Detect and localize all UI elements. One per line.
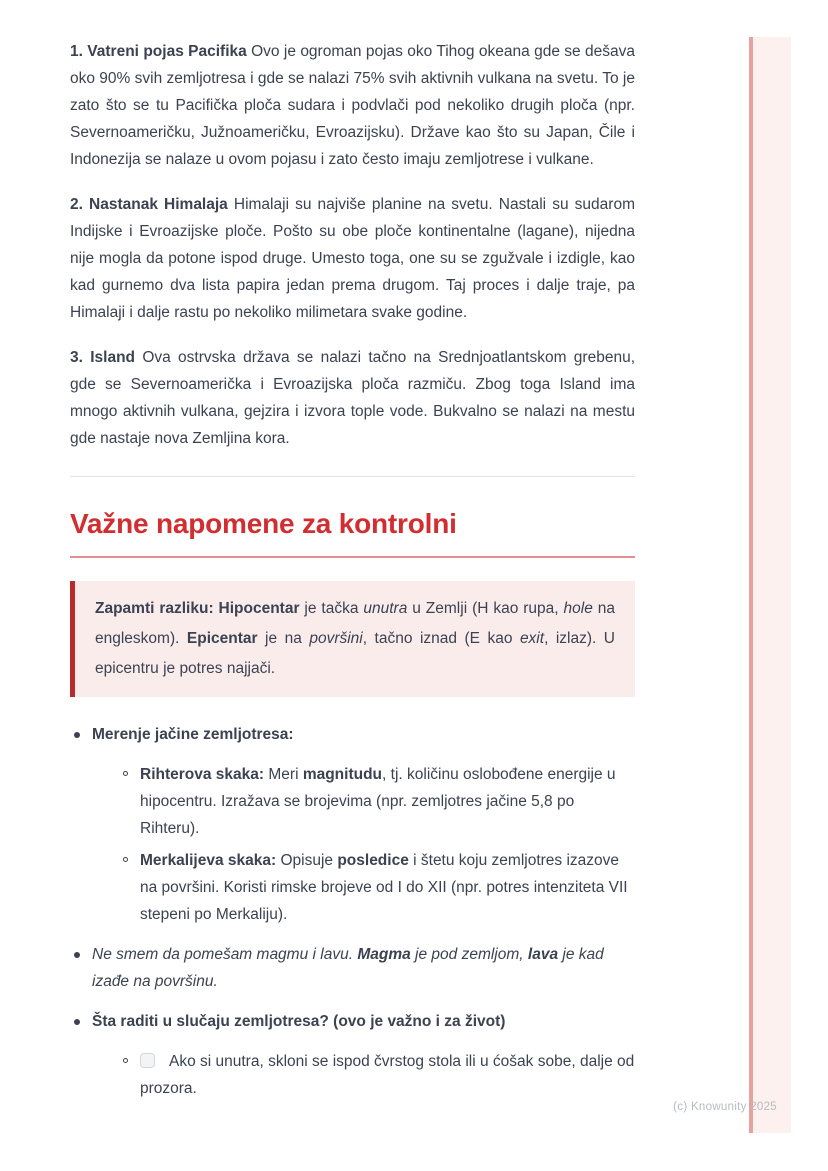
section-divider xyxy=(70,476,635,477)
checklist-item-indoors-text xyxy=(140,1048,635,1102)
mercalli-scale-text: Merkalijeva skaka: Opisuje posledice i štetu koju zemljotres izazove na površini. Koristi rimske brojeve od I do XII (npr. potres intenziteta VII stepeni po Merkaliju). xyxy=(140,852,628,923)
todo-checkbox[interactable] xyxy=(140,1053,155,1068)
section-title: Važne napomene za kontrolni xyxy=(70,508,457,539)
list-item-mercalli-scale xyxy=(92,847,635,928)
disc-bullet-icon xyxy=(70,941,92,995)
circle-bullet-icon xyxy=(92,1048,140,1102)
circle-bullet-icon xyxy=(92,761,140,842)
circle-bullet-icon xyxy=(92,847,140,928)
what-to-do-checklist xyxy=(92,1048,635,1102)
paragraph-pacific-ring: 1. Vatreni pojas Pacifika Ovo je ogroman pojas oko Tihog okeana gde se dešava oko 90% svih zemljotresa i gde se nalazi 75% svih aktivnih vulkana na svetu. To je zato što se tu Pacifička ploča sudara i podvlači pod nekoliko drugih ploča (npr. Severnoameričku, Južnoameričku, Evroazijsku). Države kao što su Japan, Čile i Indonezija se nalaze u ovom pojasu i zato često imaju zemljotrese i vulkane. xyxy=(70,43,635,168)
notes-list xyxy=(70,721,635,1102)
what-to-do-heading: Šta raditi u slučaju zemljotresa? (ovo je važno i za život) xyxy=(92,1013,506,1030)
checklist-item-indoors xyxy=(92,1048,635,1102)
measuring-sublist xyxy=(92,761,635,928)
title-underline xyxy=(70,556,635,558)
disc-bullet-icon xyxy=(70,721,92,928)
list-item-what-to-do xyxy=(70,1008,635,1102)
list-item-measuring xyxy=(70,721,635,928)
measuring-heading: Merenje jačine zemljotresa: xyxy=(92,726,294,743)
page-edge-accent-bar xyxy=(749,37,791,1133)
list-item-magma-note xyxy=(70,941,635,995)
paragraph-himalaya: 2. Nastanak Himalaja Himalaji su najviše planine na svetu. Nastali su sudarom Indijske i Evroazijske ploče. Pošto su obe ploče kontinentalne (lagane), nijedna nije mogla da potone ispod druge. Umesto toga, one su se zgužvale i izdigle, kao kad gurnemo dva lista papira jedan prema drugom. Taj proces i dalje traje, pa Himalaji i dalje rastu po nekoliko milimetara svake godine. xyxy=(70,196,635,321)
document-content xyxy=(70,0,635,1102)
callout-text: Zapamti razliku: Hipocentar je tačka unutra u Zemlji (H kao rupa, hole na engleskom). Epicentar je na površini, tačno iznad (E kao exit, izlaz). U epicentru je potres najjači. xyxy=(95,600,616,677)
magma-note-text: Ne smem da pomešam magmu i lavu. Magma je pod zemljom, lava je kad izađe na površinu. xyxy=(92,946,604,990)
checklist-item-indoors-label: Ako si unutra, skloni se ispod čvrstog stola ili u ćošak sobe, dalje od prozora. xyxy=(140,1053,635,1097)
paragraph-island: 3. Island Ova ostrvska država se nalazi tačno na Srednjoatlantskom grebenu, gde se Severnoamerička i Evroazijska ploča razmiču. Zbog toga Island ima mnogo aktivnih vulkana, gejzira i izvora tople vode. Bukvalno se nalazi na mestu gde nastaje nova Zemljina kora. xyxy=(70,349,635,447)
list-item-richter-scale xyxy=(92,761,635,842)
richter-scale-text: Rihterova skaka: Meri magnitudu, tj. količinu oslobođene energije u hipocentru. Izražava se brojevima (npr. zemljotres jačine 5,8 po Rihteru). xyxy=(140,766,616,837)
reminder-callout xyxy=(70,581,635,697)
disc-bullet-icon xyxy=(70,1008,92,1102)
watermark: (c) Knowunity 2025 xyxy=(673,1101,777,1113)
